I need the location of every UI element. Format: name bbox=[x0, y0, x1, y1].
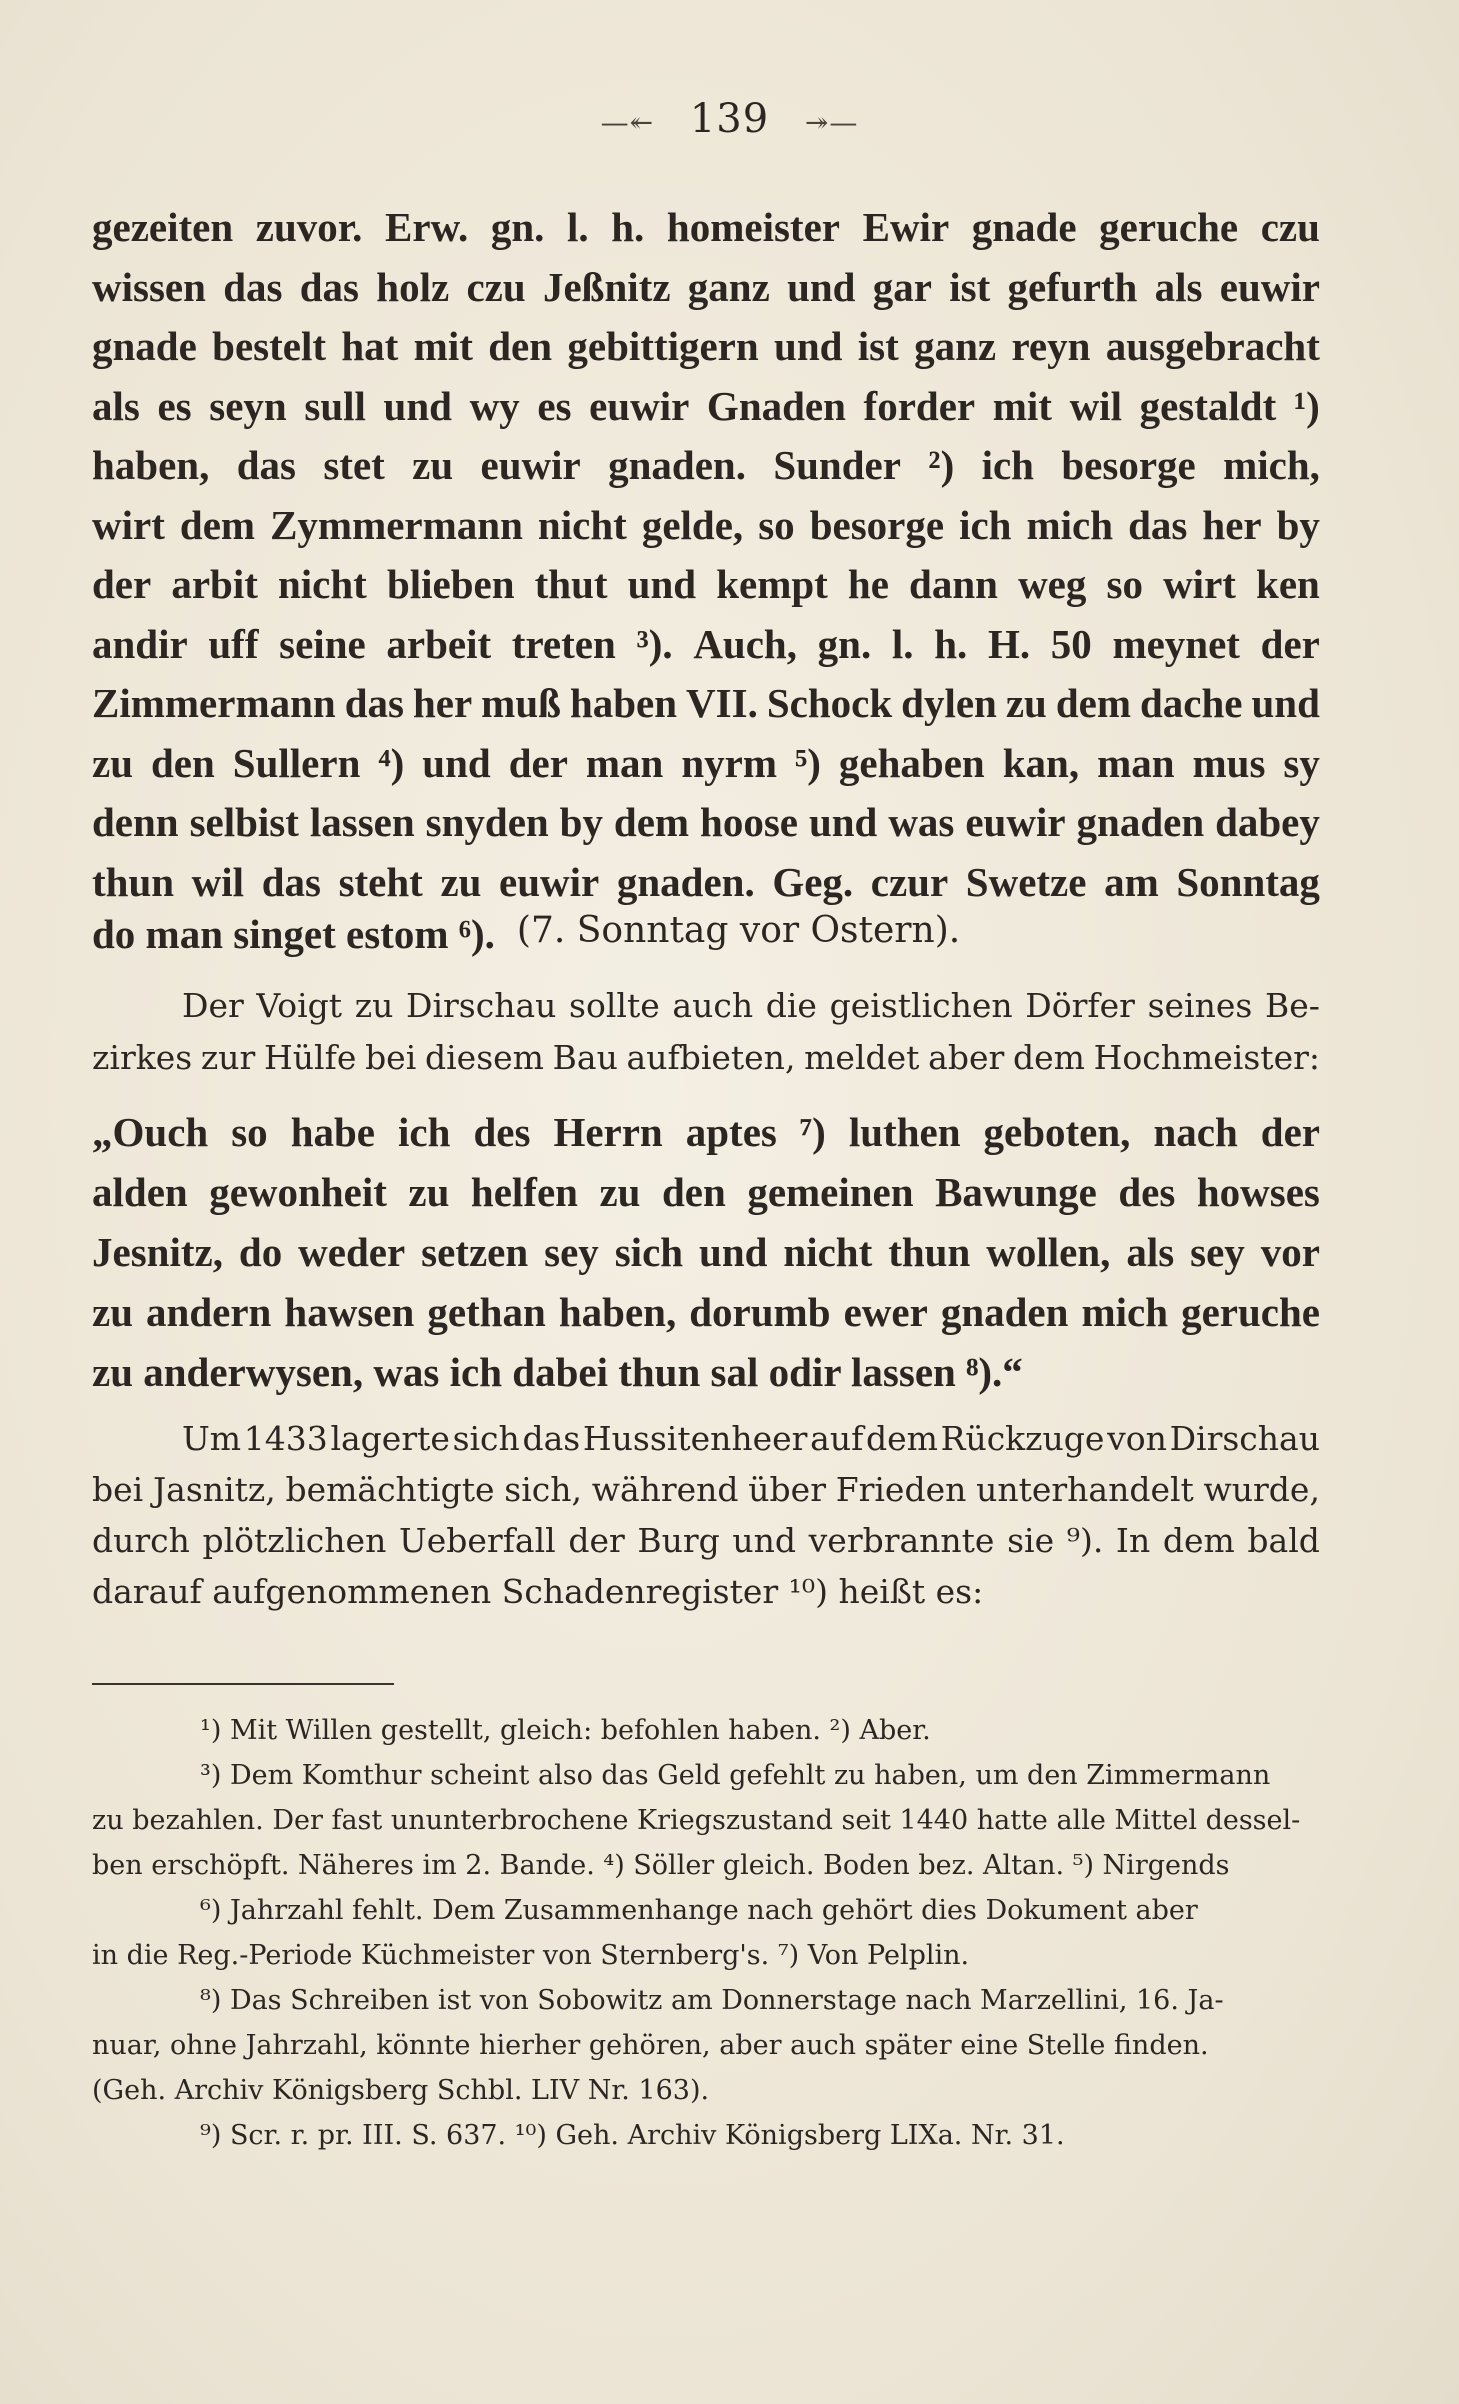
text-line bbox=[92, 980, 1320, 1032]
text-line bbox=[92, 1162, 1320, 1222]
word: Der bbox=[182, 986, 244, 1025]
footnote-line: ¹) Mit Willen gestellt, gleich: befohlen haben. ²) Aber. bbox=[200, 1715, 931, 1746]
word: die bbox=[765, 986, 817, 1025]
word: nicht bbox=[537, 501, 627, 548]
footnote-line: ⁸) Das Schreiben ist von Sobowitz am Donnerstage nach Marzellini, 16. Ja- bbox=[200, 1985, 1224, 2016]
word: ich bbox=[398, 1109, 451, 1155]
word: hat bbox=[341, 323, 399, 369]
word: seines bbox=[1147, 986, 1253, 1025]
word: als bbox=[92, 382, 140, 429]
word: Bawunge bbox=[935, 1169, 1097, 1215]
word: gnade bbox=[92, 323, 197, 369]
word: verbrannte bbox=[808, 1521, 995, 1560]
word: gnaden. bbox=[616, 858, 755, 905]
word: wirt bbox=[1163, 561, 1236, 607]
word: Dörfer bbox=[1025, 986, 1135, 1025]
word: wissen bbox=[92, 263, 206, 310]
word: bemächtigte bbox=[285, 1470, 495, 1509]
word: homeister bbox=[666, 204, 840, 250]
word: l. bbox=[566, 204, 589, 250]
word: zu bbox=[408, 1169, 450, 1215]
footnotes bbox=[92, 1708, 1320, 2158]
word: der bbox=[92, 561, 152, 607]
word: denn bbox=[92, 799, 179, 845]
word: hawsen bbox=[284, 1289, 415, 1335]
word: meldet bbox=[804, 1038, 920, 1077]
word: während bbox=[591, 1470, 739, 1509]
text-line bbox=[92, 1222, 1320, 1282]
word: so bbox=[231, 1109, 268, 1155]
word: und bbox=[1251, 680, 1320, 726]
word: arbit bbox=[171, 561, 258, 607]
word: dylen bbox=[901, 680, 997, 726]
word: der bbox=[568, 1521, 625, 1560]
word: uff bbox=[208, 620, 259, 667]
word: zu bbox=[354, 986, 394, 1025]
word: mit bbox=[413, 323, 473, 369]
word: gn. bbox=[817, 620, 872, 667]
word: forder bbox=[863, 382, 976, 429]
word: das bbox=[344, 680, 404, 726]
word: zirkes bbox=[92, 1038, 193, 1077]
word: Sullern bbox=[232, 739, 361, 786]
word: es bbox=[537, 382, 572, 429]
word: dem bbox=[179, 501, 256, 548]
word: sy bbox=[1283, 739, 1320, 786]
word: ⁴) bbox=[378, 739, 405, 786]
word: geruche bbox=[1099, 204, 1239, 250]
word: auch bbox=[672, 986, 754, 1025]
word: Auch, bbox=[693, 620, 797, 667]
text-line bbox=[92, 258, 1320, 318]
word: ist bbox=[857, 323, 899, 369]
word: wollen, bbox=[986, 1229, 1111, 1275]
word: mich bbox=[1026, 501, 1114, 548]
text-line bbox=[92, 674, 1320, 734]
word: Geg. bbox=[772, 858, 854, 905]
text-line bbox=[92, 436, 1320, 496]
word: steht bbox=[338, 858, 423, 905]
footnote-line: ben erschöpft. Näheres im 2. Bande. ⁴) Söller gleich. Boden bez. Altan. ⁵) Nirgends bbox=[92, 1850, 1230, 1881]
word: man bbox=[1097, 739, 1175, 786]
word: Dirschau bbox=[406, 986, 557, 1025]
word: kan, bbox=[1002, 739, 1080, 786]
word: bei bbox=[92, 1470, 144, 1509]
word: Zimmermann bbox=[92, 680, 336, 726]
text-line bbox=[92, 377, 1320, 437]
word: weg bbox=[1018, 561, 1087, 607]
word: Hussitenheer bbox=[582, 1419, 808, 1458]
word: nicht bbox=[277, 561, 367, 607]
text-line bbox=[92, 1515, 1320, 1566]
text-line bbox=[92, 1413, 1320, 1464]
word: Herrn bbox=[553, 1109, 663, 1155]
word: czu bbox=[466, 263, 526, 310]
word: andern bbox=[146, 1289, 272, 1335]
left-ornament: —↞ bbox=[600, 105, 655, 139]
word: mich, bbox=[1223, 442, 1320, 488]
word: unterhandelt bbox=[976, 1470, 1194, 1509]
word: gemeinen bbox=[747, 1169, 914, 1215]
word: zur bbox=[200, 1038, 256, 1077]
word: Zymmermann bbox=[270, 501, 523, 548]
word: andir bbox=[92, 620, 188, 667]
paragraph-2 bbox=[92, 1413, 1320, 1617]
quote-block-2 bbox=[92, 1102, 1320, 1402]
word: l. bbox=[891, 620, 914, 667]
word: Swetze bbox=[965, 858, 1087, 905]
word: ³). bbox=[636, 620, 673, 667]
word: gethan bbox=[427, 1289, 546, 1335]
word: sollte bbox=[569, 986, 660, 1025]
word: he bbox=[847, 561, 889, 607]
word: als bbox=[1126, 1229, 1175, 1275]
footnote-line: zu bezahlen. Der fast ununterbrochene Kriegszustand seit 1440 hatte alle Mittel dessel- bbox=[92, 1805, 1301, 1836]
word: setzen bbox=[421, 1229, 529, 1275]
footnote-line: nuar, ohne Jahrzahl, könnte hierher gehören, aber auch später eine Stelle finden. bbox=[92, 2030, 1209, 2061]
word: Jasnitz, bbox=[152, 1470, 276, 1509]
word: euwir bbox=[480, 442, 581, 488]
word: muß bbox=[481, 680, 561, 726]
word: und bbox=[422, 739, 491, 786]
word: haben, bbox=[92, 442, 210, 488]
word: besorge bbox=[809, 501, 945, 548]
text-line bbox=[92, 615, 1320, 675]
quote-1-last-bold: do man singet estom ⁶). bbox=[92, 911, 495, 957]
word: sie bbox=[1007, 1521, 1055, 1560]
word: auf bbox=[810, 1419, 864, 1458]
word: do bbox=[238, 1229, 283, 1275]
word: meynet bbox=[1112, 620, 1240, 667]
word: und bbox=[787, 263, 856, 310]
word: der bbox=[1260, 620, 1320, 667]
text-line bbox=[92, 317, 1320, 377]
footnote-line: (Geh. Archiv Königsberg Schbl. LIV Nr. 163). bbox=[92, 2075, 710, 2106]
word: Hülfe bbox=[264, 1038, 357, 1077]
word: bald bbox=[1247, 1521, 1320, 1560]
word: das bbox=[223, 263, 283, 310]
word: und bbox=[627, 561, 697, 607]
word: lassen bbox=[309, 799, 415, 845]
word: Bau bbox=[552, 1038, 618, 1077]
word: seyn bbox=[209, 382, 287, 429]
word: wil bbox=[1069, 382, 1122, 429]
word: kempt bbox=[716, 561, 828, 607]
word: den bbox=[661, 1169, 726, 1215]
word: seine bbox=[279, 620, 366, 667]
word: ²) bbox=[928, 442, 955, 488]
word: euwir bbox=[965, 799, 1066, 845]
text-line bbox=[92, 198, 1320, 258]
word: ¹) bbox=[1293, 382, 1320, 429]
word: den bbox=[150, 739, 215, 786]
word: h. bbox=[934, 620, 968, 667]
text-line bbox=[92, 496, 1320, 556]
word: dabey bbox=[1215, 799, 1320, 845]
word: her bbox=[412, 680, 473, 726]
word: luthen bbox=[848, 1109, 961, 1155]
word: sich, bbox=[504, 1470, 582, 1509]
word: dache bbox=[1140, 680, 1243, 726]
word: man bbox=[585, 739, 664, 786]
word: sey bbox=[1190, 1229, 1245, 1275]
word: dem bbox=[1162, 1521, 1235, 1560]
word: nicht bbox=[783, 1229, 873, 1275]
word: der bbox=[508, 739, 568, 786]
word: und bbox=[383, 382, 452, 429]
word: Erw. bbox=[385, 204, 469, 250]
word: thun bbox=[888, 1229, 971, 1275]
word: her bbox=[1202, 501, 1262, 548]
word: plötzlichen bbox=[202, 1521, 387, 1560]
word: euwir bbox=[1219, 263, 1320, 310]
word: dem bbox=[1055, 680, 1131, 726]
word: ⁷) bbox=[799, 1109, 826, 1155]
word: so bbox=[1106, 561, 1143, 607]
word: zu bbox=[92, 1289, 133, 1335]
word: reyn bbox=[1011, 323, 1091, 369]
right-ornament: ↠— bbox=[804, 105, 859, 139]
word: wurde, bbox=[1203, 1470, 1320, 1509]
word: gestaldt bbox=[1139, 382, 1277, 429]
word: dem bbox=[865, 1419, 938, 1458]
word: ewer bbox=[843, 1289, 928, 1335]
word: haben, bbox=[558, 1289, 677, 1335]
word: Voigt bbox=[256, 986, 343, 1025]
word: ⁹). bbox=[1066, 1521, 1104, 1560]
word: den bbox=[488, 323, 553, 369]
word: bei bbox=[365, 1038, 417, 1077]
word: Sonntag bbox=[1176, 858, 1320, 905]
word: hoose bbox=[700, 799, 798, 845]
footnote-line: ⁹) Scr. r. pr. III. S. 637. ¹⁰) Geh. Archiv Königsberg LIXa. Nr. 31. bbox=[200, 2120, 1065, 2151]
word: zu bbox=[440, 858, 482, 905]
word: ganz bbox=[914, 323, 997, 369]
word: In bbox=[1115, 1521, 1151, 1560]
word: Um bbox=[182, 1419, 242, 1458]
text-line bbox=[92, 1032, 1320, 1084]
word: ich bbox=[981, 442, 1034, 488]
word: selbist bbox=[189, 799, 299, 845]
word: gn. bbox=[490, 204, 545, 250]
word: holz bbox=[376, 263, 450, 310]
word: arbeit bbox=[386, 620, 492, 667]
word: und bbox=[774, 323, 843, 369]
word: Frieden bbox=[835, 1470, 967, 1509]
word: H. bbox=[987, 620, 1031, 667]
word: als bbox=[1154, 263, 1203, 310]
word: und bbox=[808, 799, 878, 845]
word: ganz bbox=[687, 263, 770, 310]
word: sich bbox=[614, 1229, 684, 1275]
word: gefurth bbox=[1007, 263, 1138, 310]
word: helfen bbox=[470, 1169, 578, 1215]
word: thun bbox=[92, 858, 175, 905]
word: Jeßnitz bbox=[542, 263, 671, 310]
word: czur bbox=[870, 858, 949, 905]
paragraph-1 bbox=[92, 980, 1320, 1084]
word: das bbox=[522, 1419, 581, 1458]
word: von bbox=[1107, 1419, 1167, 1458]
word: zu bbox=[412, 442, 454, 488]
word: dem bbox=[613, 799, 690, 845]
word: mus bbox=[1192, 739, 1266, 786]
text-line: darauf aufgenommenen Schadenregister ¹⁰) heißt es: bbox=[92, 1572, 984, 1611]
word: gnaden bbox=[940, 1289, 1069, 1335]
word: das bbox=[261, 858, 321, 905]
word: Sunder bbox=[773, 442, 901, 488]
word: 50 bbox=[1050, 620, 1092, 667]
word: Ewir bbox=[862, 204, 950, 250]
text-line bbox=[92, 853, 1320, 913]
word: und bbox=[699, 1229, 768, 1275]
word: gebittigern bbox=[567, 323, 759, 369]
word: Ueberfall bbox=[398, 1521, 556, 1560]
word: gezeiten bbox=[92, 204, 234, 250]
word: Hochmeister: bbox=[1093, 1038, 1320, 1077]
word: aber bbox=[928, 1038, 1005, 1077]
word: geboten, bbox=[983, 1109, 1131, 1155]
word: ken bbox=[1256, 561, 1320, 607]
text-line bbox=[92, 1102, 1320, 1162]
word: aufbieten, bbox=[626, 1038, 796, 1077]
word: treten bbox=[511, 620, 616, 667]
word: dem bbox=[1012, 1038, 1085, 1077]
text-line bbox=[92, 1464, 1320, 1515]
footnote-line: ³) Dem Komthur scheint also das Geld gefehlt zu haben, um den Zimmermann bbox=[200, 1760, 1271, 1791]
word: habe bbox=[290, 1109, 376, 1155]
word: durch bbox=[92, 1521, 190, 1560]
word: sey bbox=[544, 1229, 599, 1275]
word: sich bbox=[452, 1419, 520, 1458]
word: des bbox=[1118, 1169, 1176, 1215]
word: so bbox=[758, 501, 795, 548]
footnote-line: ⁶) Jahrzahl fehlt. Dem Zusammenhange nach gehört dies Dokument aber bbox=[200, 1895, 1198, 1926]
word: thut bbox=[534, 561, 608, 607]
word: dann bbox=[909, 561, 998, 607]
word: euwir bbox=[589, 382, 690, 429]
word: by bbox=[1276, 501, 1320, 548]
word: ⁵) bbox=[794, 739, 821, 786]
word: weder bbox=[298, 1229, 406, 1275]
word: „Ouch bbox=[92, 1109, 209, 1155]
word: stet bbox=[323, 442, 385, 488]
word: geistlichen bbox=[829, 986, 1013, 1025]
text-line bbox=[92, 793, 1320, 853]
word: diesem bbox=[424, 1038, 544, 1077]
word: zu bbox=[1005, 680, 1047, 726]
word: am bbox=[1104, 858, 1159, 905]
word: lagerte bbox=[330, 1419, 450, 1458]
word: dorumb bbox=[689, 1289, 831, 1335]
page-number: 139 bbox=[689, 96, 770, 142]
word: howses bbox=[1196, 1169, 1320, 1215]
word: wy bbox=[469, 382, 520, 429]
word: h. bbox=[611, 204, 645, 250]
page-header bbox=[0, 96, 1459, 142]
word: sull bbox=[304, 382, 366, 429]
footnote-divider bbox=[92, 1683, 394, 1685]
word: es bbox=[157, 382, 192, 429]
word: gar bbox=[872, 263, 932, 310]
quote-1-last-tail: (7. Sonntag vor Ostern). bbox=[516, 910, 961, 951]
word: Jesnitz, bbox=[92, 1229, 223, 1275]
word: des bbox=[473, 1109, 531, 1155]
word: das bbox=[1128, 501, 1188, 548]
word: zu bbox=[599, 1169, 641, 1215]
word: gnade bbox=[971, 204, 1077, 250]
word: aptes bbox=[685, 1109, 777, 1155]
word: nyrm bbox=[681, 739, 777, 786]
word: geruche bbox=[1181, 1289, 1320, 1335]
word: gnaden bbox=[1076, 799, 1205, 845]
word: VII. bbox=[686, 680, 758, 726]
word: mich bbox=[1081, 1289, 1169, 1335]
word: Gnaden bbox=[706, 382, 846, 429]
text-line bbox=[92, 734, 1320, 794]
quote-block-1 bbox=[92, 198, 1320, 912]
word: gehaben bbox=[838, 739, 985, 786]
word: alden bbox=[92, 1169, 188, 1215]
quote-block-1-last-line bbox=[92, 910, 1320, 958]
word: und bbox=[732, 1521, 797, 1560]
word: mit bbox=[992, 382, 1052, 429]
text-line bbox=[92, 1282, 1320, 1342]
word: zu bbox=[92, 739, 133, 786]
word: euwir bbox=[499, 858, 600, 905]
word: snyden bbox=[425, 799, 549, 845]
word: by bbox=[559, 799, 603, 845]
footnote-line: in die Reg.-Periode Küchmeister von Sternberg's. ⁷) Von Pelplin. bbox=[92, 1940, 970, 1971]
word: gnaden. bbox=[608, 442, 746, 488]
word: Schock bbox=[766, 680, 893, 726]
word: ist bbox=[949, 263, 991, 310]
word: besorge bbox=[1061, 442, 1196, 488]
word: blieben bbox=[386, 561, 515, 607]
word: der bbox=[1260, 1109, 1320, 1155]
word: Be- bbox=[1264, 986, 1320, 1025]
word: nach bbox=[1153, 1109, 1238, 1155]
word: wirt bbox=[92, 501, 165, 548]
word: was bbox=[888, 799, 955, 845]
word: czu bbox=[1260, 204, 1320, 250]
word: Dirschau bbox=[1169, 1419, 1320, 1458]
word: gewonheit bbox=[209, 1169, 387, 1215]
word: bestelt bbox=[212, 323, 327, 369]
word: das bbox=[236, 442, 296, 488]
word: haben bbox=[569, 680, 678, 726]
word: wil bbox=[191, 858, 245, 905]
word: ich bbox=[959, 501, 1012, 548]
word: 1433 bbox=[243, 1419, 328, 1458]
text-line bbox=[92, 555, 1320, 615]
word: vor bbox=[1260, 1229, 1320, 1275]
word: zuvor. bbox=[255, 204, 363, 250]
word: gelde, bbox=[641, 501, 744, 548]
text-line: zu anderwysen, was ich dabei thun sal odir lassen ⁸).“ bbox=[92, 1349, 1023, 1395]
word: über bbox=[748, 1470, 826, 1509]
word: das bbox=[299, 263, 360, 310]
word: Rückzuge bbox=[940, 1419, 1105, 1458]
word: Burg bbox=[637, 1521, 720, 1560]
word: ausgebracht bbox=[1105, 323, 1320, 369]
